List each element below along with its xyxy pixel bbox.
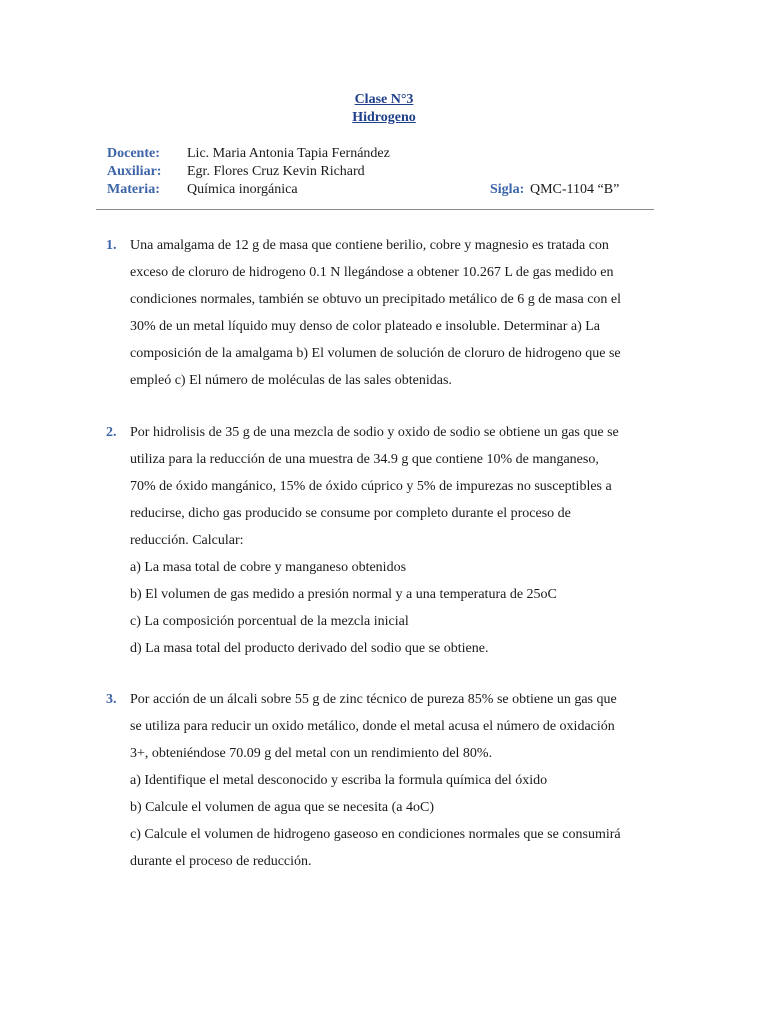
problem-line: Una amalgama de 12 g de masa que contiene berilio, cobre y magnesio es tratada con: [130, 238, 609, 253]
document-title: Clase N°3: [354, 92, 414, 107]
problem-number: 3.: [106, 692, 117, 707]
problem-line: composición de la amalgama b) El volumen de solución de cloruro de hidrogeno que se: [130, 346, 621, 361]
problem-subitem: c) La composición porcentual de la mezcla inicial: [130, 614, 409, 629]
problem-text: [130, 232, 670, 394]
problem-text: [130, 686, 670, 875]
sigla-label: Sigla:: [490, 182, 525, 197]
auxiliar-label: Auxiliar:: [107, 164, 162, 179]
problem-line: reducción. Calcular:: [130, 533, 244, 548]
problem-line: Por acción de un álcali sobre 55 g de zinc técnico de pureza 85% se obtiene un gas que: [130, 692, 617, 707]
materia-value: Química inorgánica: [187, 182, 298, 197]
problem-number: 1.: [106, 238, 117, 253]
problem-line: reducirse, dicho gas producido se consume por completo durante el proceso de: [130, 506, 571, 521]
problem-subitem: d) La masa total del producto derivado del sodio que se obtiene.: [130, 641, 489, 656]
problem-subitem: a) Identifique el metal desconocido y escriba la formula química del óxido: [130, 773, 548, 788]
problem-subitem: a) La masa total de cobre y manganeso obtenidos: [130, 560, 407, 575]
docente-value: Lic. Maria Antonia Tapia Fernández: [187, 146, 390, 161]
problem-line: Por hidrolisis de 35 g de una mezcla de sodio y oxido de sodio se obtiene un gas que se: [130, 425, 619, 440]
problem-line: 70% de óxido mangánico, 15% de óxido cúprico y 5% de impurezas no susceptibles a: [130, 479, 612, 494]
docente-label: Docente:: [107, 146, 160, 161]
problem-subitem: b) Calcule el volumen de agua que se necesita (a 4oC): [130, 800, 434, 815]
problem-line: exceso de cloruro de hidrogeno 0.1 N llegándose a obtener 10.267 L de gas medido en: [130, 265, 614, 280]
problem-number: 2.: [106, 425, 117, 440]
auxiliar-value: Egr. Flores Cruz Kevin Richard: [187, 164, 365, 179]
problem-subitem: c) Calcule el volumen de hidrogeno gaseoso en condiciones normales que se consumirá: [130, 827, 621, 842]
materia-label: Materia:: [107, 182, 160, 197]
document-subtitle: Hidrogeno: [352, 110, 416, 125]
problem-subitem: b) El volumen de gas medido a presión normal y a una temperatura de 25oC: [130, 587, 557, 602]
problem-text: [130, 419, 670, 662]
sigla-value: QMC-1104 “B”: [530, 182, 620, 197]
header-divider: [96, 209, 654, 210]
problem-line: condiciones normales, también se obtuvo un precipitado metálico de 6 g de masa con el: [130, 292, 622, 307]
problem-line: 30% de un metal líquido muy denso de color plateado e insoluble. Determinar a) La: [130, 319, 601, 334]
problem-line: se utiliza para reducir un oxido metálico, donde el metal acusa el número de oxidación: [130, 719, 615, 734]
problem-line: utiliza para la reducción de una muestra de 34.9 g que contiene 10% de manganeso,: [130, 452, 599, 467]
problem-line: durante el proceso de reducción.: [130, 854, 312, 869]
problem-line: empleó c) El número de moléculas de las sales obtenidas.: [130, 373, 452, 388]
problem-line: 3+, obteniéndose 70.09 g del metal con un rendimiento del 80%.: [130, 746, 493, 761]
